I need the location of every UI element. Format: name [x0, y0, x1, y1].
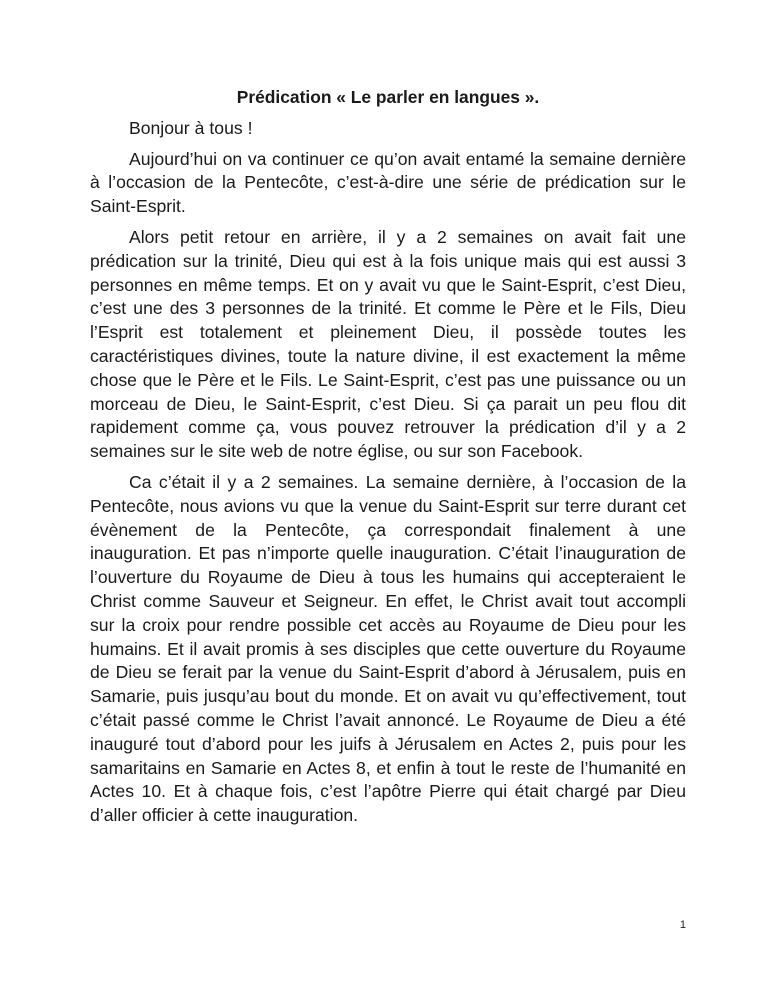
document-body	[90, 86, 686, 835]
page-number: 1	[679, 919, 686, 931]
paragraph-intro: Aujourd’hui on va continuer ce qu’on avait entamé la semaine dernière à l’occasion de la Pentecôte, c’est-à-dire une série de prédication sur le Saint-Esprit.	[90, 148, 686, 217]
paragraph-trinity-recap: Alors petit retour en arrière, il y a 2 semaines on avait fait une prédication sur la trinité, Dieu qui est à la fois unique mais qui est aussi 3 personnes en même temps. Et on y avait vu que le Saint-Esprit, c’est Dieu, c’est une des 3 personnes de la trinité. Et comme le Père et le Fils, Dieu l’Esprit est totalement et pleinement Dieu, il possède toutes les caractéristiques divines, toute la nature divine, il est exactement la même chose que le Père et le Fils. Le Saint-Esprit, c’est pas une puissance ou un morceau de Dieu, le Saint-Esprit, c’est Dieu. Si ça parait un peu flou dit rapidement comme ça, vous pouvez retrouver la prédication d’il y a 2 semaines sur le site web de notre église, ou sur son Facebook.	[90, 226, 686, 462]
paragraph-pentecost-recap: Ca c’était il y a 2 semaines. La semaine dernière, à l’occasion de la Pentecôte, nous avions vu que la venue du Saint-Esprit sur terre durant cet évènement de la Pentecôte, ça correspondait finalement à une inauguration. Et pas n’importe quelle inauguration. C’était l’inauguration de l’ouverture du Royaume de Dieu à tous les humains qui accepteraient le Christ comme Sauveur et Seigneur. En effet, le Christ avait tout accompli sur la croix pour rendre possible cet accès au Royaume de Dieu pour les humains. Et il avait promis à ses disciples que cette ouverture du Royaume de Dieu se ferait par la venue du Saint-Esprit d’abord à Jérusalem, puis en Samarie, puis jusqu’au bout du monde. Et on avait vu qu’effectivement, tout c’était passé comme le Christ l’avait annoncé. Le Royaume de Dieu a été inauguré tout d’abord pour les juifs à Jérusalem en Actes 2, puis pour les samaritains en Samarie en Actes 8, et enfin à tout le reste de l’humanité en Actes 10. Et à chaque fois, c’est l’apôtre Pierre qui était chargé par Dieu d’aller officier à cette inauguration.	[90, 471, 686, 826]
paragraph-greeting: Bonjour à tous !	[129, 117, 253, 138]
sermon-title: Prédication « Le parler en langues ».	[236, 87, 540, 107]
